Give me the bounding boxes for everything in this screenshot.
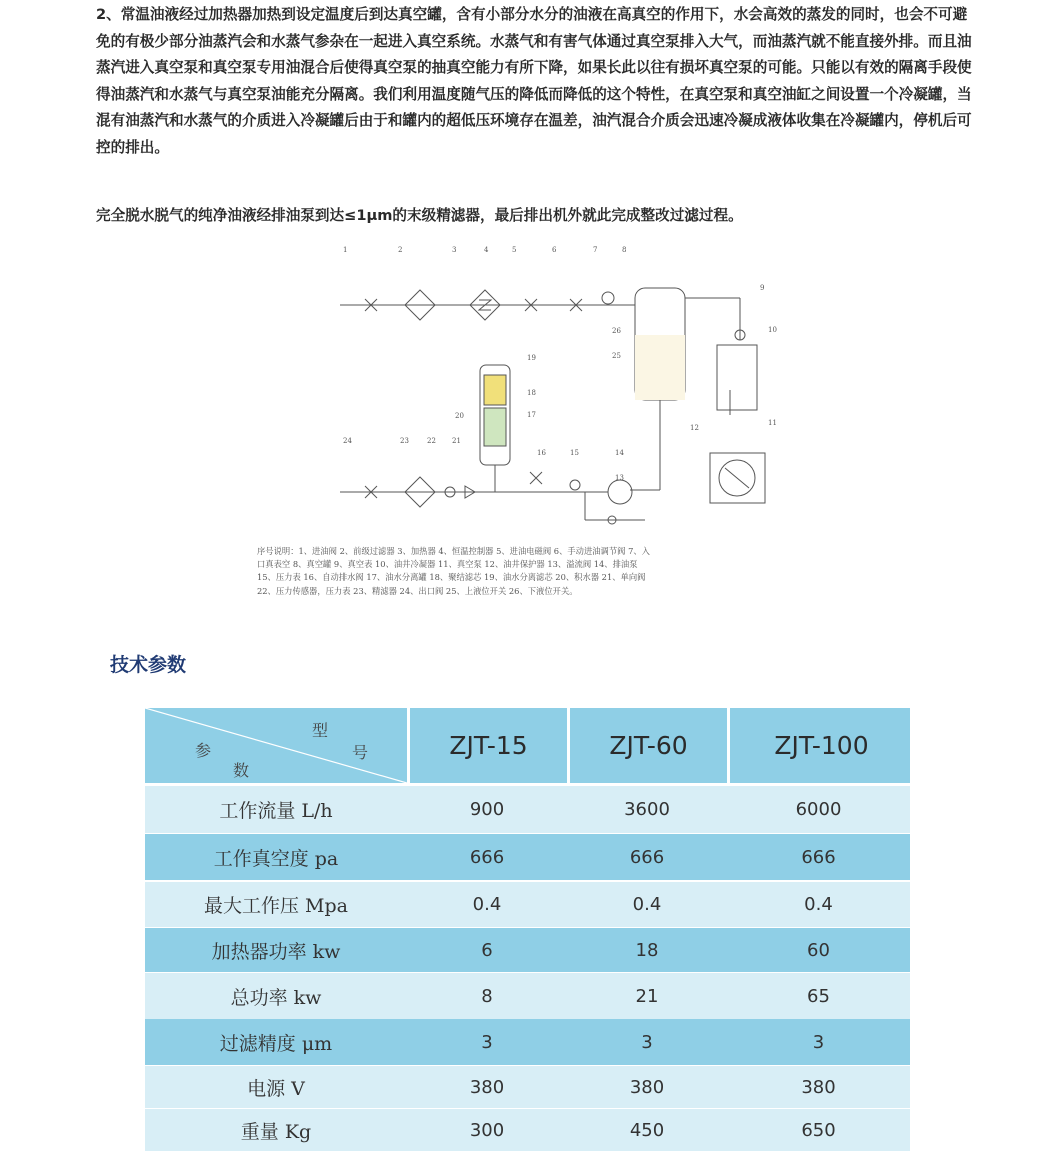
- svg-text:17: 17: [527, 411, 536, 419]
- table-header-row: [145, 708, 910, 783]
- svg-text:20: 20: [455, 412, 464, 420]
- row-value: 666: [629, 846, 665, 868]
- row-value: 3: [812, 1031, 825, 1053]
- row-value: 900: [469, 799, 505, 820]
- row-value: 6000: [795, 799, 842, 820]
- row-value: 0.4: [632, 894, 662, 915]
- header-corner-left: 参: [195, 741, 212, 760]
- table-row: [145, 786, 910, 833]
- discharge-pump-icon: [608, 480, 632, 504]
- svg-text:3: 3: [452, 246, 457, 254]
- svg-text:18: 18: [527, 389, 536, 397]
- row-value: 21: [635, 985, 659, 1007]
- table-row: [145, 1019, 910, 1065]
- row-value: 65: [807, 985, 830, 1007]
- row-label: 过滤精度 μm: [219, 1032, 333, 1055]
- condenser-tank: [717, 345, 757, 410]
- header-model-2: ZJT-60: [567, 708, 727, 783]
- row-value: 3600: [624, 799, 670, 820]
- pressure-gauge-icon: [570, 480, 580, 490]
- row-value: 60: [807, 939, 830, 961]
- row-value: 3: [641, 1031, 653, 1053]
- svg-text:1: 1: [343, 246, 348, 254]
- drain-valve-icon: [530, 472, 542, 484]
- row-value: 380: [801, 1076, 836, 1098]
- svg-text:10: 10: [768, 326, 777, 334]
- row-value: 450: [629, 1119, 665, 1141]
- svg-text:6: 6: [552, 246, 557, 254]
- svg-text:19: 19: [527, 354, 536, 362]
- row-label: 加热器功率 kw: [211, 940, 341, 963]
- row-value: 0.4: [804, 894, 833, 915]
- svg-text:5: 5: [512, 246, 517, 254]
- svg-text:23: 23: [400, 437, 409, 445]
- svg-text:12: 12: [690, 424, 699, 432]
- row-value: 8: [481, 985, 493, 1007]
- header-corner-cell: [145, 708, 407, 783]
- svg-text:16: 16: [537, 449, 546, 457]
- svg-text:22: 22: [427, 437, 436, 445]
- svg-text:14: 14: [615, 449, 624, 457]
- svg-text:24: 24: [343, 437, 352, 445]
- row-label: 重量 Kg: [240, 1120, 312, 1143]
- svg-text:21: 21: [452, 437, 461, 445]
- row-value: 650: [801, 1119, 836, 1141]
- svg-text:11: 11: [768, 419, 777, 427]
- table-row: [145, 834, 910, 880]
- svg-text:15: 15: [570, 449, 579, 457]
- intro-paragraph-2: 完全脱水脱气的纯净油液经排油泵到达≤1μm的末级精滤器，最后排出机外就此完成整改过滤过程。: [96, 207, 743, 224]
- row-value: 666: [469, 846, 505, 868]
- process-flow-svg: [240, 240, 800, 540]
- svg-text:13: 13: [615, 474, 624, 482]
- row-label: 工作流量 L/h: [219, 800, 333, 822]
- svg-text:2: 2: [398, 246, 403, 254]
- header-model-1: ZJT-15: [407, 708, 567, 783]
- svg-text:25: 25: [612, 352, 621, 360]
- header-corner-top: 型: [312, 721, 329, 740]
- table-row: [145, 1066, 910, 1108]
- row-value: 380: [629, 1076, 665, 1098]
- row-label: 总功率 kw: [230, 986, 322, 1009]
- svg-text:4: 4: [484, 246, 489, 254]
- table-row: [145, 973, 910, 1019]
- row-value: 0.4: [472, 894, 502, 915]
- header-corner-bottom: 数: [233, 761, 250, 780]
- row-value: 18: [635, 939, 659, 961]
- svg-text:9: 9: [760, 284, 765, 292]
- table-row: [145, 928, 910, 972]
- row-label: 电源 V: [247, 1077, 305, 1100]
- header-model-3: ZJT-100: [727, 708, 913, 783]
- header-corner-mid: 号: [352, 743, 369, 762]
- diagram-legend: 序号说明：1、进油阀 2、前级过滤器 3、加热器 4、恒温控制器 5、进油电磁阀 6、手动进油调节阀 7、入口真表空 8、真空罐 9、真空表 10、油井冷凝器 11、真空泵 12、油井保护器 13、溢流阀 14、排油泵 15、压力表 16、自动排水阀 17、油水分离罐 18、聚结滤芯 19、油水分离滤芯 20、积水器 21、单向阀 22、压力传感器，压力表 23、精滤器 24、出口阀 25、上液位开关 26、下液位开关。: [257, 546, 650, 596]
- row-value: 666: [801, 846, 836, 868]
- svg-text:8: 8: [622, 246, 627, 254]
- spec-table: [145, 708, 910, 1151]
- diagram-numbers: [343, 246, 777, 482]
- row-value: 6: [481, 939, 493, 961]
- row-value: 300: [469, 1119, 505, 1141]
- row-value: 380: [469, 1076, 505, 1098]
- row-label: 工作真空度 pa: [213, 847, 339, 870]
- section-title: 技术参数: [110, 654, 187, 676]
- table-row: [145, 882, 910, 927]
- intro-paragraph-1: 2、常温油液经过加热器加热到设定温度后到达真空罐，含有小部分水分的油液在高真空的作用下，水会高效的蒸发的同时，也会不可避免的有极少部分油蒸汽会和水蒸气参杂在一起进入真空系统。水蒸气和有害气体通过真空泵排入大气，而油蒸汽就不能直接外排。而且油蒸汽进入真空泵和真空泵专用油混合后使得真空泵的抽真空能力有所下降，如果长此以往有损坏真空泵的可能。只能以有效的隔离手段使得油蒸汽和水蒸气与真空泵油能充分隔离。我们利用温度随气压的降低而降低的这个特性，在真空泵和真空油缸之间设置一个冷凝罐，当混有油蒸汽和水蒸气的介质进入冷凝罐后由于和罐内的超低压环境存在温差，油汽混合介质会迅速冷凝成液体收集在冷凝罐内，停机后可控的排出。: [96, 6, 972, 156]
- svg-text:26: 26: [612, 327, 621, 335]
- svg-text:7: 7: [593, 246, 598, 254]
- table-row: [145, 1109, 910, 1151]
- row-value: 3: [481, 1031, 493, 1053]
- row-label: 最大工作压 Mpa: [204, 895, 348, 917]
- inlet-gauge-icon: [602, 292, 614, 304]
